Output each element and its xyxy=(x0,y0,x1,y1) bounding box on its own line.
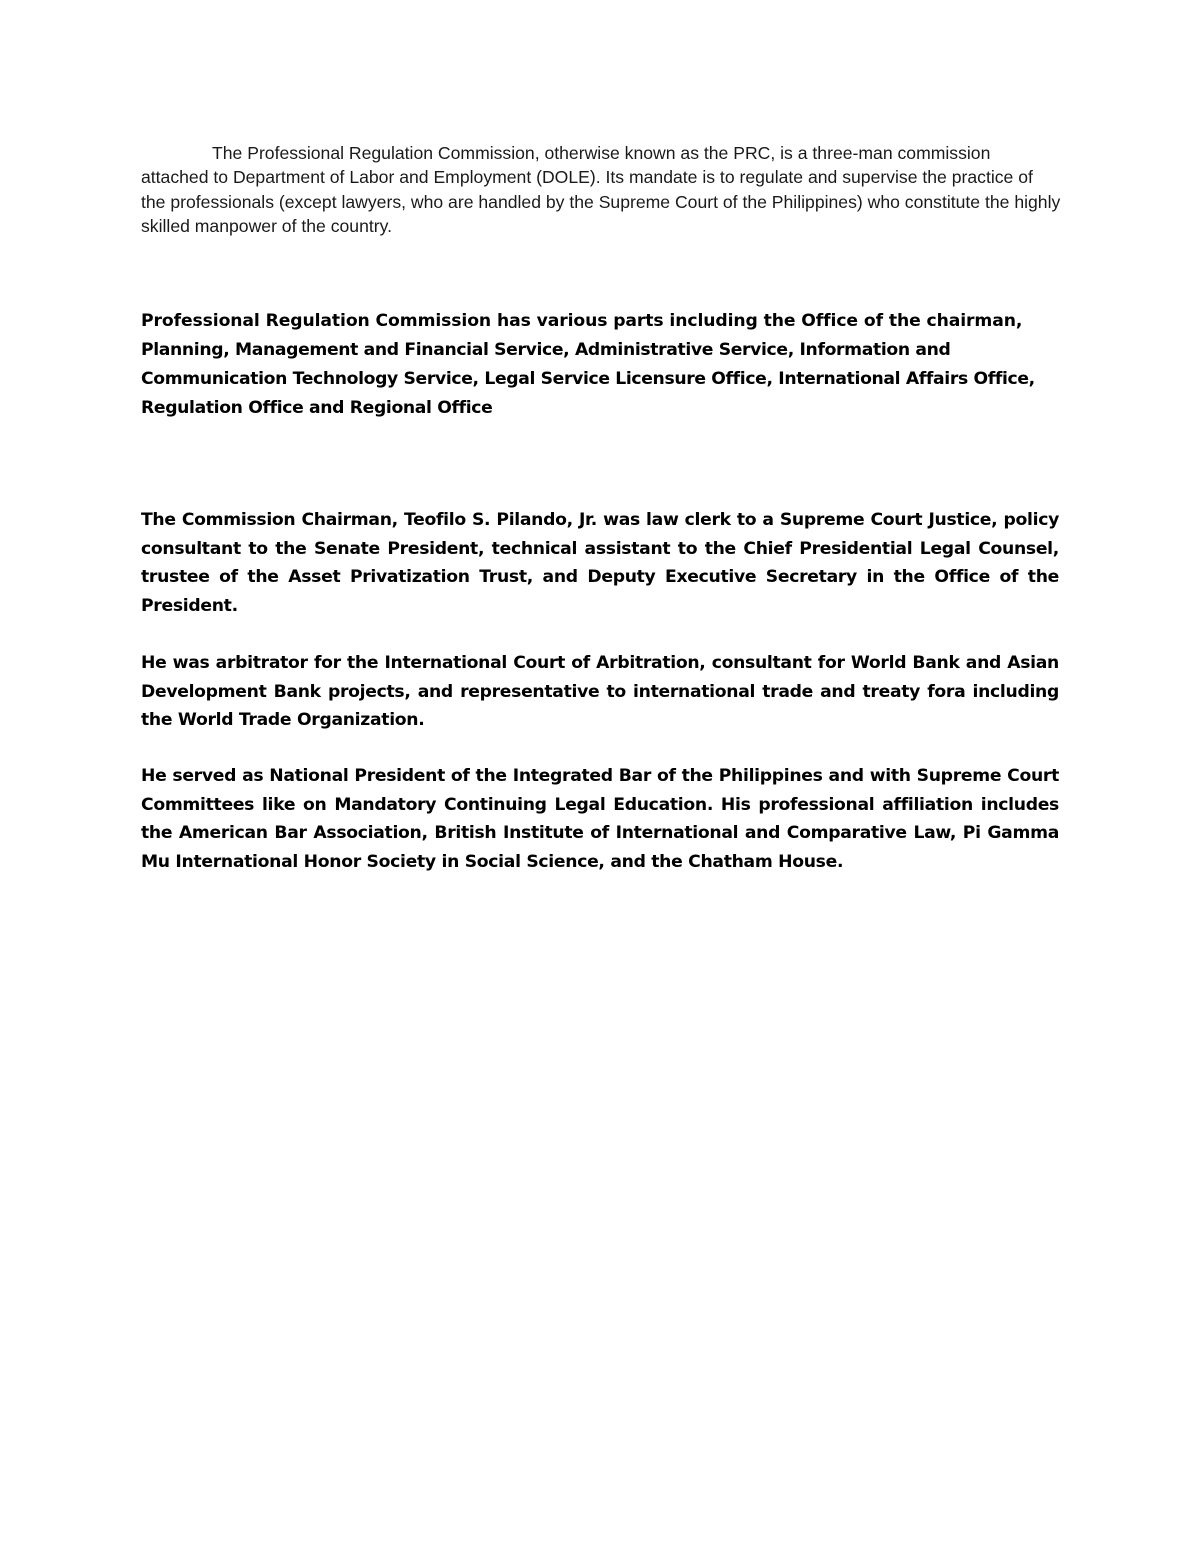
chairman-name: Teofilo S. Pilando, Jr. xyxy=(403,510,598,530)
intro-text: The Professional Regulation Commission, otherwise known as the PRC, is a three-man commission attached to Department of Labor and Employment (DOLE). Its mandate is to regulate and supervise the practice of the professionals (except lawyers, who are handled by the Supreme Court of the Philippines) who constitute the highly skilled manpower of the country. xyxy=(141,143,1061,237)
parts-paragraph xyxy=(141,307,1071,423)
chairman-paragraph xyxy=(141,506,1059,620)
parts-rest-text: Planning, Management and Financial Service, Administrative Service, Information and Communication Technology Service, Legal Service Licensure Office, International Affairs Office, Regulation Office and Regional Office xyxy=(141,340,1035,418)
chairman-before-text: The Commission Chairman, xyxy=(141,510,404,530)
chairman-after-text: was law clerk to a Supreme Court Justice, policy consultant to the Senate President, technical assistant to the Chief Presidential Legal Counsel, trustee of the Asset Privatization Trust, and Deputy Executive Secretary in the Office of the President. xyxy=(141,510,1059,616)
parts-lead-text: Professional Regulation Commission has various parts including the Office of the chairman, xyxy=(141,311,1023,331)
president-paragraph: He served as National President of the Integrated Bar of the Philippines and with Supreme Court Committees like on Mandatory Continuing Legal Education. His professional affiliation includes the American Bar Association, British Institute of International and Comparative Law, Pi Gamma Mu International Honor Society in Social Science, and the Chatham House. xyxy=(141,766,1059,872)
arbitrator-paragraph: He was arbitrator for the International Court of Arbitration, consultant for World Bank and Asian Development Bank projects, and representative to international trade and treaty fora including the World Trade Organization. xyxy=(141,653,1059,731)
intro-paragraph xyxy=(141,141,1061,239)
